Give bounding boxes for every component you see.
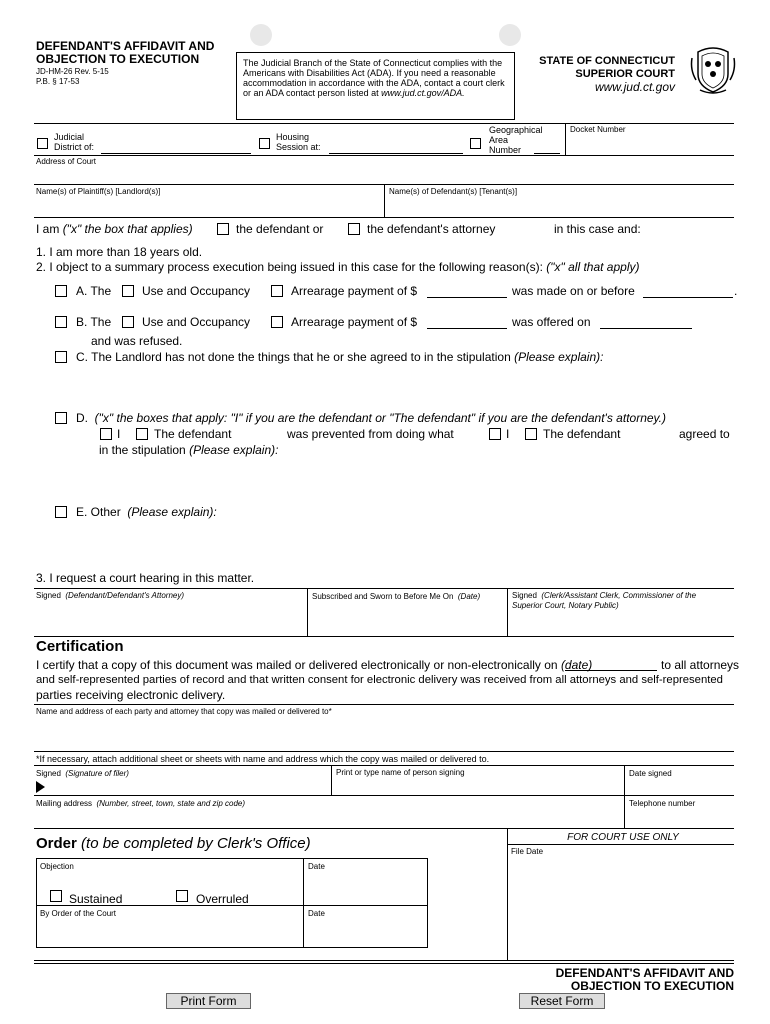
certification-line-3: parties receiving electronic delivery. [36, 688, 226, 702]
geographical-area-label: Geographical Area Number [489, 125, 543, 155]
option-b-offered-on-label: was offered on [512, 315, 591, 329]
option-d-defendant-checkbox-1[interactable] [136, 428, 148, 440]
order-heading: Order (to be completed by Clerk's Office) [36, 835, 311, 852]
print-name-label: Print or type name of person signing [336, 768, 465, 777]
certification-date-field[interactable] [565, 670, 657, 671]
geographical-area-field[interactable] [534, 153, 560, 154]
ada-notice: The Judicial Branch of the State of Connecticut complies with the Americans with Disabilities Act (ADA). If you need a reasonable accommodation in accordance with the ADA, contact a court clerk or an ADA contact person listed at www.jud.ct.gov/ADA. [236, 52, 515, 120]
overruled-label: Overruled [196, 892, 249, 906]
reset-form-button[interactable]: Reset Form [519, 993, 605, 1009]
sworn-date-label: Subscribed and Sworn to Before Me On (Date) [312, 592, 481, 601]
option-b-arrearage-label: Arrearage payment of $ [291, 315, 418, 329]
option-d-defendant-label-1: The defendant [154, 427, 232, 441]
date-signed-label: Date signed [629, 769, 672, 778]
address-of-court-label: Address of Court [36, 157, 97, 166]
mailing-address-label: Mailing address (Number, street, town, state and zip code) [36, 799, 245, 808]
order-date-label-1: Date [308, 862, 325, 871]
option-d-i-label-1: I [117, 427, 121, 441]
sustained-checkbox[interactable] [50, 890, 62, 902]
judicial-district-checkbox[interactable] [37, 138, 48, 149]
punch-hole [499, 24, 521, 46]
telephone-label: Telephone number [629, 799, 696, 808]
option-a-date-field[interactable] [643, 297, 733, 298]
housing-session-field[interactable] [329, 153, 463, 154]
overruled-checkbox[interactable] [176, 890, 188, 902]
practice-book-ref: P.B. § 17-53 [36, 77, 80, 86]
file-date-label: File Date [511, 847, 544, 856]
sign-arrow-icon [36, 781, 45, 793]
housing-session-label: Housing Session at: [276, 132, 321, 152]
housing-session-checkbox[interactable] [259, 138, 270, 149]
option-b-refused-text: and was refused. [91, 334, 183, 348]
court-use-only: FOR COURT USE ONLY [567, 832, 679, 843]
option-b-label: B. The [76, 315, 112, 329]
option-c-checkbox[interactable] [55, 351, 67, 363]
defendant-label: Name(s) of Defendant(s) [Tenant(s)] [389, 187, 518, 196]
option-d-checkbox[interactable] [55, 412, 67, 424]
option-a-use-occupancy-checkbox[interactable] [122, 285, 134, 297]
option-a-checkbox[interactable] [55, 285, 67, 297]
option-a-label: A. The [76, 284, 112, 298]
option-d-prevented-text: was prevented from doing what [287, 427, 454, 441]
attorney-label: the defendant's attorney [367, 222, 496, 236]
plaintiff-label: Name(s) of Plaintiff(s) [Landlord(s)] [36, 187, 161, 196]
attorney-checkbox[interactable] [348, 223, 360, 235]
court-name: STATE OF CONNECTICUT SUPERIOR COURT [539, 55, 675, 80]
item-1: 1. I am more than 18 years old. [36, 245, 203, 259]
option-d-stipulation-text: in the stipulation (Please explain): [99, 443, 279, 457]
print-form-button[interactable]: Print Form [166, 993, 251, 1009]
option-a-arrearage-checkbox[interactable] [271, 285, 283, 297]
certification-line-2: and self-represented parties of record and that written consent for electronic delivery was received from all attorneys and self-represented [36, 674, 723, 686]
i-am-text: I am ("x" the box that applies) [36, 222, 193, 236]
order-date-label-2: Date [308, 909, 325, 918]
by-order-label: By Order of the Court [40, 909, 117, 918]
certification-line-1: I certify that a copy of this document was mailed or delivered electronically or non-electronically on (date) [36, 658, 593, 672]
signed-clerk-label: Signed (Clerk/Assistant Clerk, Commissioner of the Superior Court, Notary Public) [512, 591, 697, 610]
option-b-use-occupancy-label: Use and Occupancy [142, 315, 251, 329]
certification-heading: Certification [36, 638, 124, 655]
docket-number-label: Docket Number [570, 125, 626, 134]
form-title: DEFENDANT'S AFFIDAVIT AND OBJECTION TO EXECUTION [36, 39, 215, 66]
judicial-district-field[interactable] [101, 153, 251, 154]
defendant-checkbox[interactable] [217, 223, 229, 235]
option-a-amount-field[interactable] [427, 297, 507, 298]
in-case-text: in this case and: [554, 222, 641, 236]
certification-to-all: to all attorneys [661, 658, 740, 672]
name-address-label: Name and address of each party and attorney that copy was mailed or delivered to* [36, 707, 332, 716]
option-b-checkbox[interactable] [55, 316, 67, 328]
signed-defendant-label: Signed (Defendant/Defendant's Attorney) [36, 591, 185, 600]
signed-filer-label: Signed (Signature of filer) [36, 769, 129, 778]
option-d-defendant-checkbox-2[interactable] [525, 428, 537, 440]
option-a-arrearage-label: Arrearage payment of $ [291, 284, 418, 298]
option-d-label: D. ("x" the boxes that apply: "I" if you are the defendant or "The defendant" if you are the defendant's attorney.) [76, 411, 666, 425]
form-id: JD-HM-26 Rev. 5-15 [36, 67, 109, 76]
option-d-i-checkbox-2[interactable] [489, 428, 501, 440]
option-d-i-checkbox-1[interactable] [100, 428, 112, 440]
option-b-use-occupancy-checkbox[interactable] [122, 316, 134, 328]
attach-note: *If necessary, attach additional sheet or sheets with name and address which the copy was mailed or delivered to. [36, 754, 490, 764]
option-e-checkbox[interactable] [55, 506, 67, 518]
judicial-district-label: Judicial District of: [54, 132, 95, 152]
geographical-area-checkbox[interactable] [470, 138, 481, 149]
objection-label: Objection [40, 862, 74, 871]
option-b-date-field[interactable] [600, 328, 692, 329]
item-3: 3. I request a court hearing in this matter. [36, 571, 255, 585]
footer-title: DEFENDANT'S AFFIDAVIT AND OBJECTION TO EXECUTION [555, 966, 734, 993]
option-b-amount-field[interactable] [427, 328, 507, 329]
option-d-i-label-2: I [506, 427, 510, 441]
option-a-made-on-label: was made on or before [512, 284, 635, 298]
option-d-defendant-label-2: The defendant [543, 427, 621, 441]
option-e-label: E. Other (Please explain): [76, 505, 217, 519]
option-a-use-occupancy-label: Use and Occupancy [142, 284, 251, 298]
period: . [734, 284, 738, 298]
option-c-label: C. The Landlord has not done the things that he or she agreed to in the stipulation (Please explain): [76, 350, 604, 364]
item-2: 2. I object to a summary process execution being issued in this case for the following reason(s): ("x" all that apply) [36, 260, 640, 274]
state-seal-icon [688, 44, 738, 96]
court-website: www.jud.ct.gov [594, 80, 675, 94]
defendant-or-label: the defendant or [236, 222, 324, 236]
sustained-label: Sustained [69, 892, 123, 906]
punch-hole [250, 24, 272, 46]
option-b-arrearage-checkbox[interactable] [271, 316, 283, 328]
option-d-agreed-text: agreed to [679, 427, 730, 441]
